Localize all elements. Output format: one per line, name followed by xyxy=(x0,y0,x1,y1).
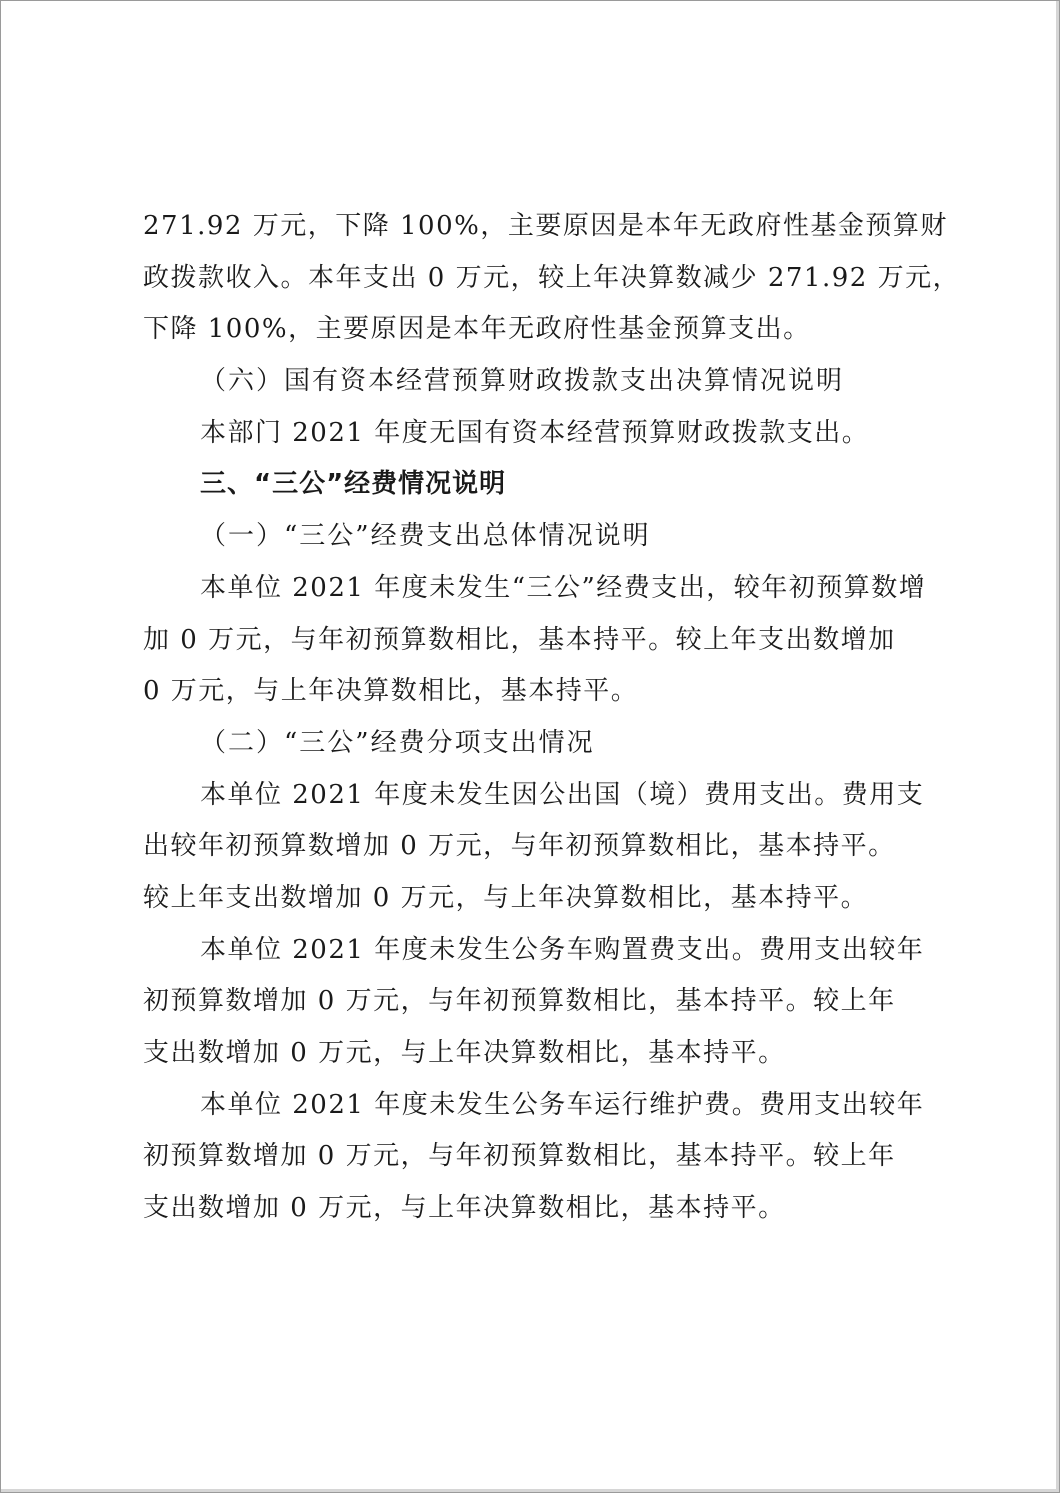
paragraph-overseas-travel xyxy=(143,770,933,925)
text-line: 较上年支出数增加 0 万元，与上年决算数相比，基本持平。 xyxy=(143,882,869,913)
text-line: 初预算数增加 0 万元，与年初预算数相比，基本持平。较上年 xyxy=(143,986,896,1017)
text-line: 本单位 2021 年度未发生“三公”经费支出，较年初预算数增 xyxy=(200,572,927,603)
text-line: 本单位 2021 年度未发生因公出国（境）费用支出。费用支 xyxy=(200,779,925,810)
text-line: 本单位 2021 年度未发生公务车购置费支出。费用支出较年 xyxy=(200,934,925,965)
text-line: 初预算数增加 0 万元，与年初预算数相比，基本持平。较上年 xyxy=(143,1141,896,1172)
section-heading-6: （六）国有资本经营预算财政拨款支出决算情况说明 xyxy=(200,366,845,397)
text-line: 0 万元，与上年决算数相比，基本持平。 xyxy=(143,676,639,707)
text-line: 支出数增加 0 万元，与上年决算数相比，基本持平。 xyxy=(143,1193,786,1224)
text-line: 271.92 万元，下降 100%，主要原因是本年无政府性基金预算财 xyxy=(143,211,948,241)
paragraph-three-public-overall xyxy=(143,563,933,718)
text-line: 加 0 万元，与年初预算数相比，基本持平。较上年支出数增加 xyxy=(143,624,896,655)
paragraph-vehicle-maintenance xyxy=(143,1080,933,1235)
paragraph-state-capital: 本部门 2021 年度无国有资本经营预算财政拨款支出。 xyxy=(200,417,870,448)
text-line: 下降 100%，主要原因是本年无政府性基金预算支出。 xyxy=(143,314,811,345)
text-line: 出较年初预算数增加 0 万元，与年初预算数相比，基本持平。 xyxy=(143,831,896,862)
section-heading-three-public: 三、“三公”经费情况说明 xyxy=(200,469,507,500)
paragraph-vehicle-purchase xyxy=(143,925,933,1080)
text-line: 政拨款收入。本年支出 0 万元，较上年决算数减少 271.92 万元， xyxy=(143,262,961,293)
document-body xyxy=(143,201,961,1235)
paragraph-government-fund xyxy=(143,201,961,356)
subsection-heading-2: （二）“三公”经费分项支出情况 xyxy=(200,727,595,758)
subsection-heading-1: （一）“三公”经费支出总体情况说明 xyxy=(200,521,651,552)
text-line: 支出数增加 0 万元，与上年决算数相比，基本持平。 xyxy=(143,1038,786,1068)
text-line: 本单位 2021 年度未发生公务车运行维护费。费用支出较年 xyxy=(200,1089,925,1120)
